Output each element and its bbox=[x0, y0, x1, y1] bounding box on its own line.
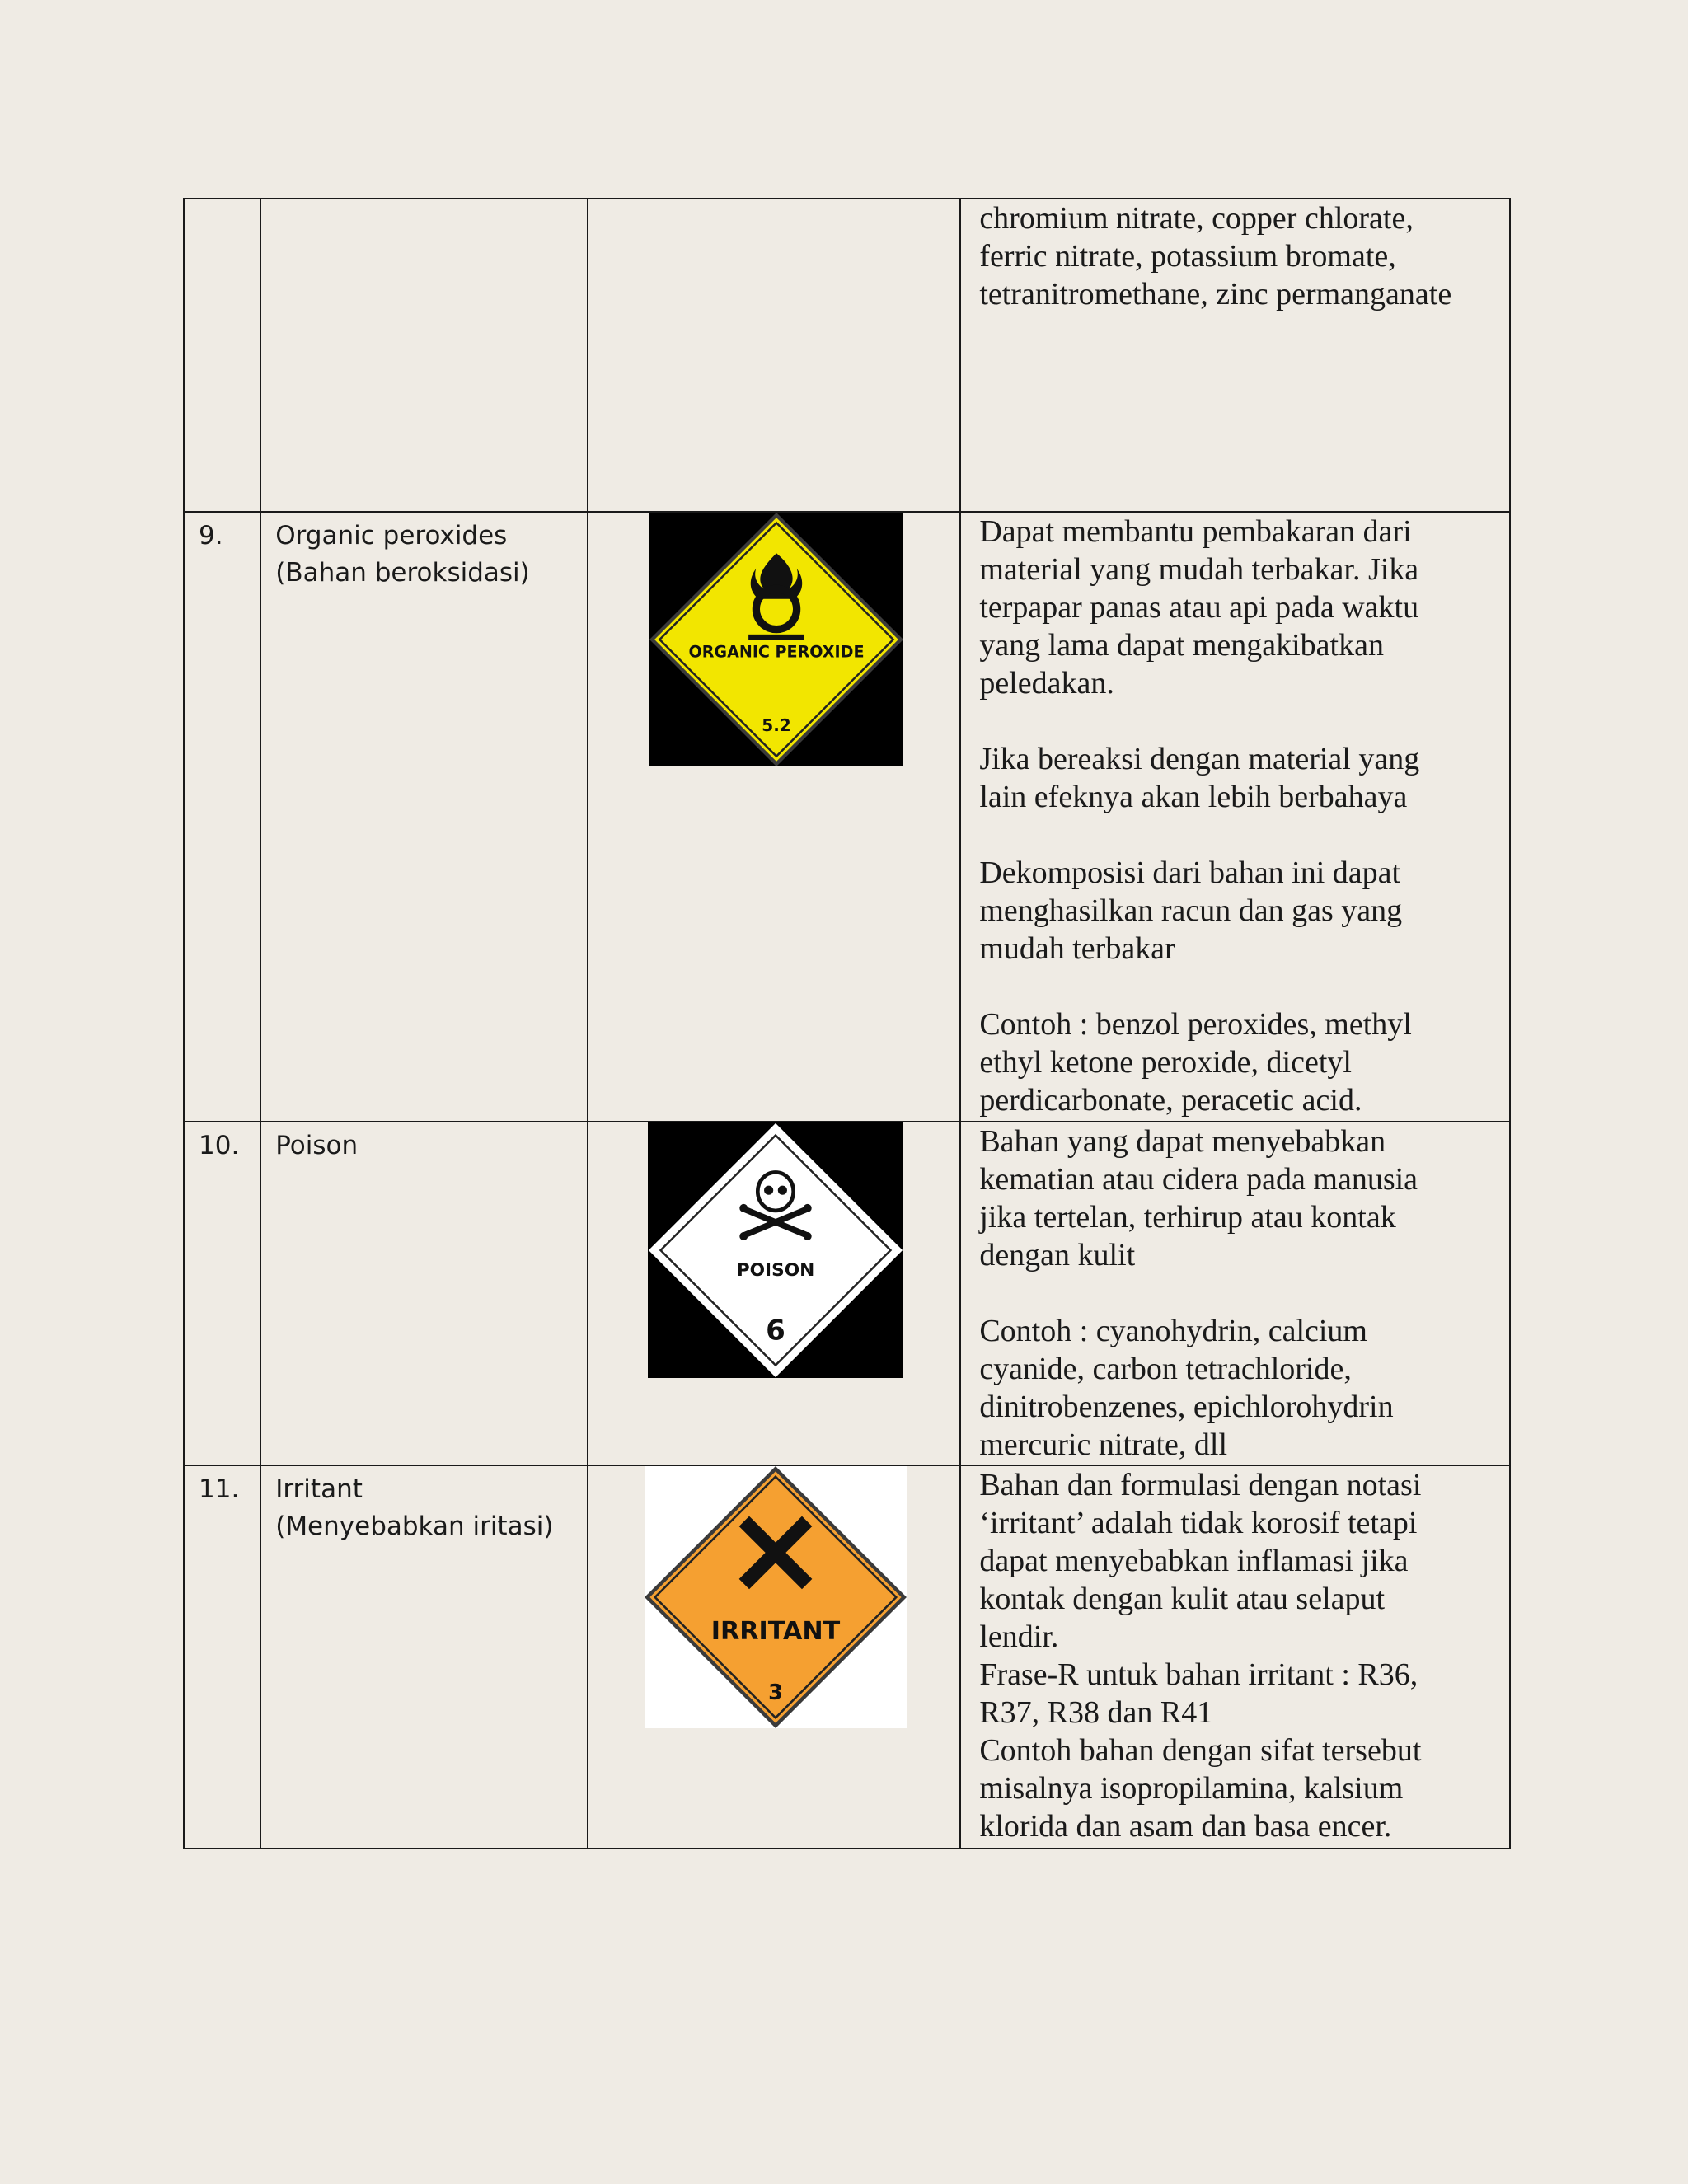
hazard-name-line: Irritant bbox=[275, 1474, 363, 1504]
table-row bbox=[184, 199, 1510, 512]
description-line: dapat menyebabkan inflamasi jika bbox=[979, 1544, 1409, 1578]
table-row bbox=[184, 1465, 1510, 1849]
sign-class-number: 3 bbox=[768, 1680, 784, 1705]
description-paragraph bbox=[979, 1312, 1499, 1464]
hazard-sign bbox=[649, 513, 903, 766]
description-paragraph bbox=[979, 1656, 1499, 1732]
description-line: Contoh : cyanohydrin, calcium bbox=[979, 1314, 1367, 1348]
description-line: dengan kulit bbox=[979, 1238, 1136, 1272]
description-line: ethyl ketone peroxide, dicetyl bbox=[979, 1045, 1352, 1080]
description-line: ferric nitrate, potassium bromate, bbox=[979, 239, 1396, 274]
description-line: mercuric nitrate, dll bbox=[979, 1427, 1228, 1462]
description-line: Bahan dan formulasi dengan notasi bbox=[979, 1468, 1422, 1502]
description-line: perdicarbonate, peracetic acid. bbox=[979, 1083, 1362, 1118]
hazard-name-line: (Bahan beroksidasi) bbox=[275, 558, 530, 588]
description-line: material yang mudah terbakar. Jika bbox=[979, 552, 1419, 587]
description-paragraph bbox=[979, 1466, 1499, 1656]
description-line: Dapat membantu pembakaran dari bbox=[979, 514, 1412, 549]
sign-label: ORGANIC PEROXIDE bbox=[688, 642, 865, 662]
table-row bbox=[184, 1122, 1510, 1465]
sign-label: POISON bbox=[736, 1260, 815, 1281]
description-line: peledakan. bbox=[979, 666, 1114, 701]
description-line: lendir. bbox=[979, 1619, 1059, 1654]
description-line: klorida dan asam dan basa encer. bbox=[979, 1809, 1392, 1844]
hazard-sign bbox=[645, 1466, 907, 1728]
description-line: yang lama dapat mengakibatkan bbox=[979, 628, 1384, 663]
hazard-name-line: Poison bbox=[275, 1131, 359, 1160]
hazard-description-cell bbox=[960, 199, 1510, 512]
hazard-name-line: Organic peroxides bbox=[275, 521, 508, 551]
description-paragraph bbox=[979, 1005, 1499, 1119]
description-line: chromium nitrate, copper chlorate, bbox=[979, 201, 1414, 236]
description-line: tetranitromethane, zinc permanganate bbox=[979, 277, 1452, 312]
hazard-name-line: (Menyebabkan iritasi) bbox=[275, 1511, 554, 1541]
description-line: jika tertelan, terhirup atau kontak bbox=[979, 1200, 1396, 1235]
description-line: kontak dengan kulit atau selaput bbox=[979, 1582, 1386, 1616]
description-line: misalnya isopropilamina, kalsium bbox=[979, 1771, 1404, 1806]
description-line: Dekomposisi dari bahan ini dapat bbox=[979, 855, 1401, 890]
description-paragraph bbox=[979, 513, 1499, 702]
sign-class-number: 6 bbox=[766, 1314, 786, 1347]
row-number-cell bbox=[184, 1122, 260, 1465]
hazard-description-cell bbox=[960, 1122, 1510, 1465]
row-number bbox=[185, 199, 260, 204]
row-number: 9. bbox=[199, 521, 223, 551]
hazard-symbol-cell bbox=[588, 199, 960, 512]
hazard-name-cell bbox=[260, 1122, 588, 1465]
row-number-cell bbox=[184, 1465, 260, 1849]
description-line: kematian atau cidera pada manusia bbox=[979, 1162, 1418, 1197]
hazard-symbol-cell bbox=[588, 1465, 960, 1849]
description-line: Bahan yang dapat menyebabkan bbox=[979, 1124, 1386, 1159]
description-line: cyanide, carbon tetrachloride, bbox=[979, 1352, 1352, 1386]
description-line: ‘irritant’ adalah tidak korosif tetapi bbox=[979, 1506, 1418, 1540]
description-paragraph bbox=[979, 1732, 1499, 1845]
description-line: mudah terbakar bbox=[979, 931, 1175, 966]
hazard-description-cell bbox=[960, 512, 1510, 1122]
hazard-sign bbox=[648, 1122, 903, 1378]
description-line: Jika bereaksi dengan material yang bbox=[979, 742, 1420, 776]
description-paragraph bbox=[979, 854, 1499, 968]
description-line: Contoh bahan dengan sifat tersebut bbox=[979, 1733, 1422, 1768]
description-line: Frase-R untuk bahan irritant : R36, bbox=[979, 1657, 1418, 1692]
hazard-name-cell bbox=[260, 199, 588, 512]
hazard-symbol-cell bbox=[588, 1122, 960, 1465]
table-row bbox=[184, 512, 1510, 1122]
description-paragraph bbox=[979, 199, 1499, 313]
description-line: dinitrobenzenes, epichlorohydrin bbox=[979, 1390, 1394, 1424]
row-number: 10. bbox=[199, 1131, 240, 1160]
hazard-table bbox=[183, 198, 1511, 1849]
description-line: Contoh : benzol peroxides, methyl bbox=[979, 1007, 1412, 1042]
description-line: terpapar panas atau api pada waktu bbox=[979, 590, 1419, 625]
description-line: lain efeknya akan lebih berbahaya bbox=[979, 780, 1408, 814]
row-number-cell bbox=[184, 512, 260, 1122]
description-line: menghasilkan racun dan gas yang bbox=[979, 893, 1403, 928]
row-number-cell bbox=[184, 199, 260, 512]
description-line: R37, R38 dan R41 bbox=[979, 1695, 1213, 1730]
hazard-name-cell bbox=[260, 1465, 588, 1849]
row-number: 11. bbox=[199, 1474, 240, 1504]
description-paragraph bbox=[979, 740, 1499, 816]
sign-label: IRRITANT bbox=[710, 1616, 841, 1646]
description-paragraph bbox=[979, 1122, 1499, 1274]
hazard-description-cell bbox=[960, 1465, 1510, 1849]
hazard-symbol-cell bbox=[588, 512, 960, 1122]
sign-class-number: 5.2 bbox=[762, 715, 791, 735]
hazard-name-cell bbox=[260, 512, 588, 1122]
